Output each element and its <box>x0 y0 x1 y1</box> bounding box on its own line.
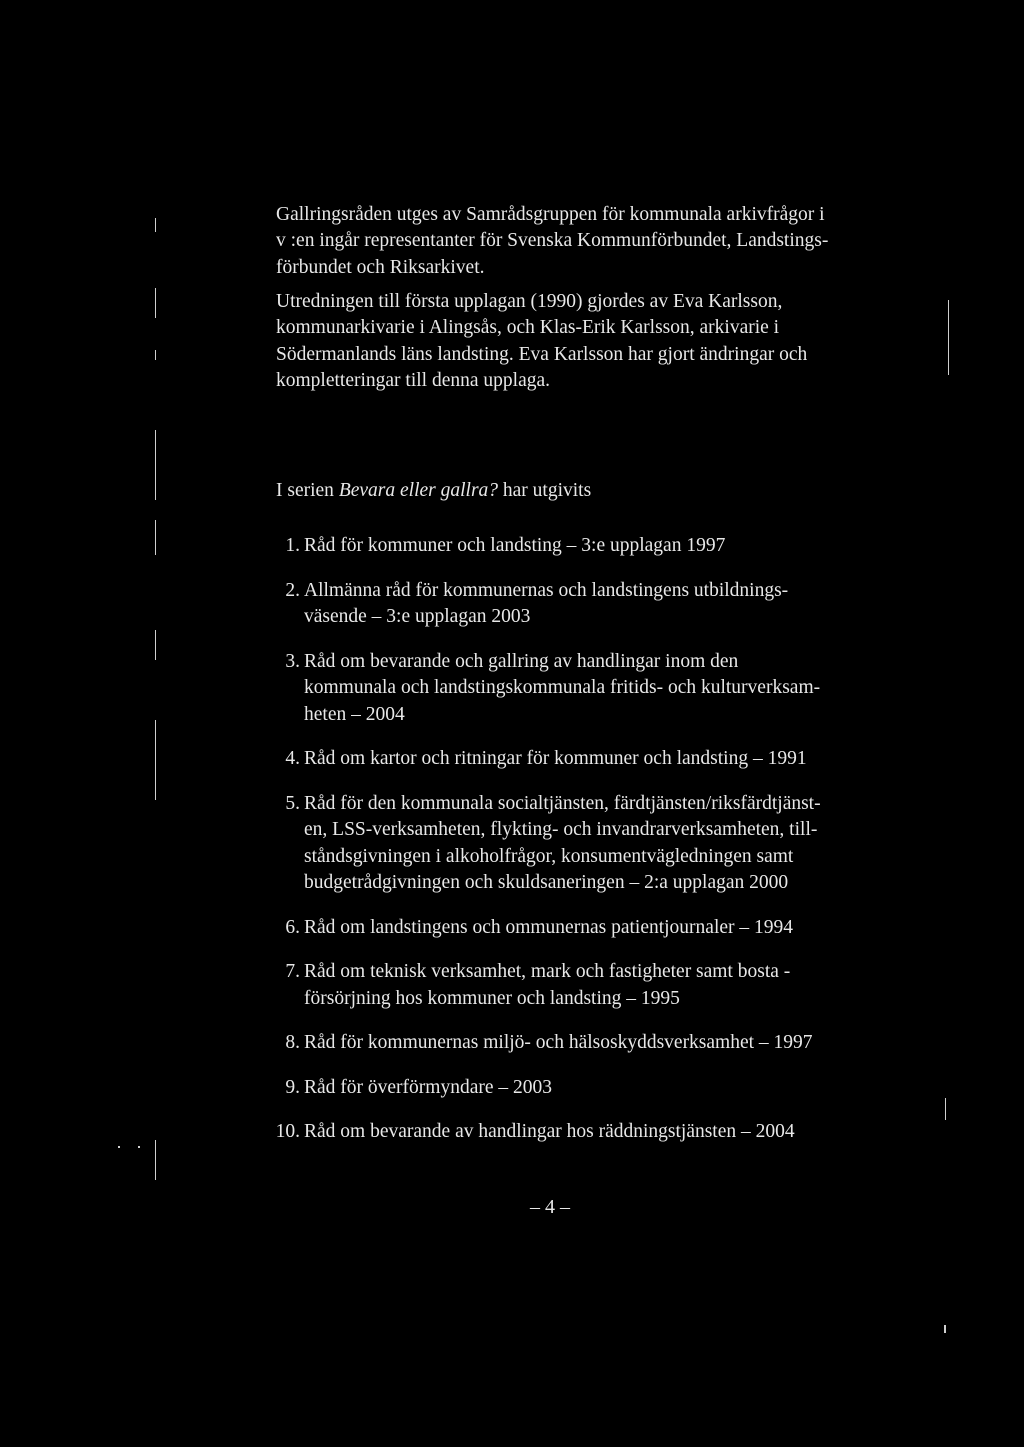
item-line: Råd om landstingens och ommunernas patientjournaler – 1994 <box>304 916 794 938</box>
intro-line: kommunarkivarie i Alingsås, och Klas-Erik Karlsson, arkivarie i <box>276 317 780 339</box>
item-line: kommunala och landstingskommunala fritids- och kulturverksam- <box>304 677 821 698</box>
item-line: budgetrådgivningen och skuldsaneringen – 2:a upplagan 2000 <box>304 872 789 893</box>
list-item <box>270 1119 850 1146</box>
item-line: Råd om bevarande av handlingar hos räddningstjänsten – 2004 <box>304 1121 795 1142</box>
intro-paragraph-2 <box>276 289 876 395</box>
list-item <box>270 746 850 773</box>
scan-speck <box>155 350 156 360</box>
list-item <box>270 915 850 942</box>
scan-speck <box>155 218 156 232</box>
scan-speck <box>155 1140 156 1180</box>
intro-line: Södermanlands läns landsting. Eva Karlsson har gjort ändringar och <box>276 343 808 365</box>
item-line: Råd för kommunernas miljö- och hälsoskyddsverksamhet – 1997 <box>304 1032 813 1053</box>
scan-speck <box>155 520 156 555</box>
scan-speck <box>138 1146 140 1148</box>
item-number: 2. <box>285 579 300 601</box>
item-line: Råd för överförmyndare – 2003 <box>304 1076 553 1098</box>
item-line: försörjning hos kommuner och landsting – 1995 <box>304 987 680 1009</box>
item-number: 9. <box>285 1076 300 1098</box>
series-prefix: I serien <box>276 480 339 501</box>
item-line: en, LSS-verksamheten, flykting- och invandrarverksamheten, till- <box>304 819 818 840</box>
item-line: Allmänna råd för kommunernas och landstingens utbildnings- <box>304 579 789 601</box>
item-number: 1. <box>285 535 300 556</box>
item-number: 6. <box>285 916 300 938</box>
item-number: 8. <box>285 1032 300 1053</box>
item-line: Råd om teknisk verksamhet, mark och fastigheter samt bosta - <box>304 961 791 982</box>
item-line: ståndsgivningen i alkoholfrågor, konsumentvägledningen samt <box>304 845 794 867</box>
item-line: Råd om bevarande och gallring av handlingar inom den <box>304 650 739 672</box>
scan-speck <box>948 300 949 375</box>
scan-speck <box>155 288 156 318</box>
publication-list <box>270 533 850 1164</box>
scan-speck <box>155 720 156 800</box>
scan-speck <box>155 430 156 500</box>
item-number: 4. <box>285 748 300 769</box>
item-number: 10. <box>275 1121 300 1142</box>
item-line: Råd för kommuner och landsting – 3:e upplagan 1997 <box>304 535 726 556</box>
list-item <box>270 1030 850 1057</box>
item-number: 7. <box>285 961 300 982</box>
list-item <box>270 578 850 631</box>
list-item <box>270 791 850 897</box>
scan-speck <box>118 1146 120 1148</box>
scan-speck <box>155 630 156 660</box>
item-number: 3. <box>285 650 300 672</box>
intro-paragraph-1 <box>276 202 876 281</box>
intro-line: v :en ingår representanter för Svenska Kommunförbundet, Landstings- <box>276 230 829 252</box>
scan-speck <box>945 1098 946 1120</box>
list-item <box>270 533 850 560</box>
intro-line: förbundet och Riksarkivet. <box>276 256 485 278</box>
intro-line: kompletteringar till denna upplaga. <box>276 370 550 392</box>
list-item <box>270 649 850 729</box>
item-line: Råd om kartor och ritningar för kommuner och landsting – 1991 <box>304 748 807 769</box>
intro-line: Gallringsråden utges av Samrådsgruppen för kommunala arkivfrågor i <box>276 204 825 225</box>
item-line: heten – 2004 <box>304 703 405 725</box>
scan-speck <box>944 1325 946 1333</box>
page-number: – 4 – <box>530 1196 570 1218</box>
series-title: Bevara eller gallra? <box>338 480 499 501</box>
list-item <box>270 1075 850 1102</box>
list-item <box>270 959 850 1012</box>
item-number: 5. <box>285 792 300 814</box>
series-suffix: har utgivits <box>498 480 592 501</box>
series-heading <box>276 478 591 504</box>
intro-line: Utredningen till första upplagan (1990) gjordes av Eva Karlsson, <box>276 291 783 312</box>
item-line: väsende – 3:e upplagan 2003 <box>304 606 531 627</box>
item-line: Råd för den kommunala socialtjänsten, färdtjänsten/riksfärdtjänst- <box>304 792 821 814</box>
